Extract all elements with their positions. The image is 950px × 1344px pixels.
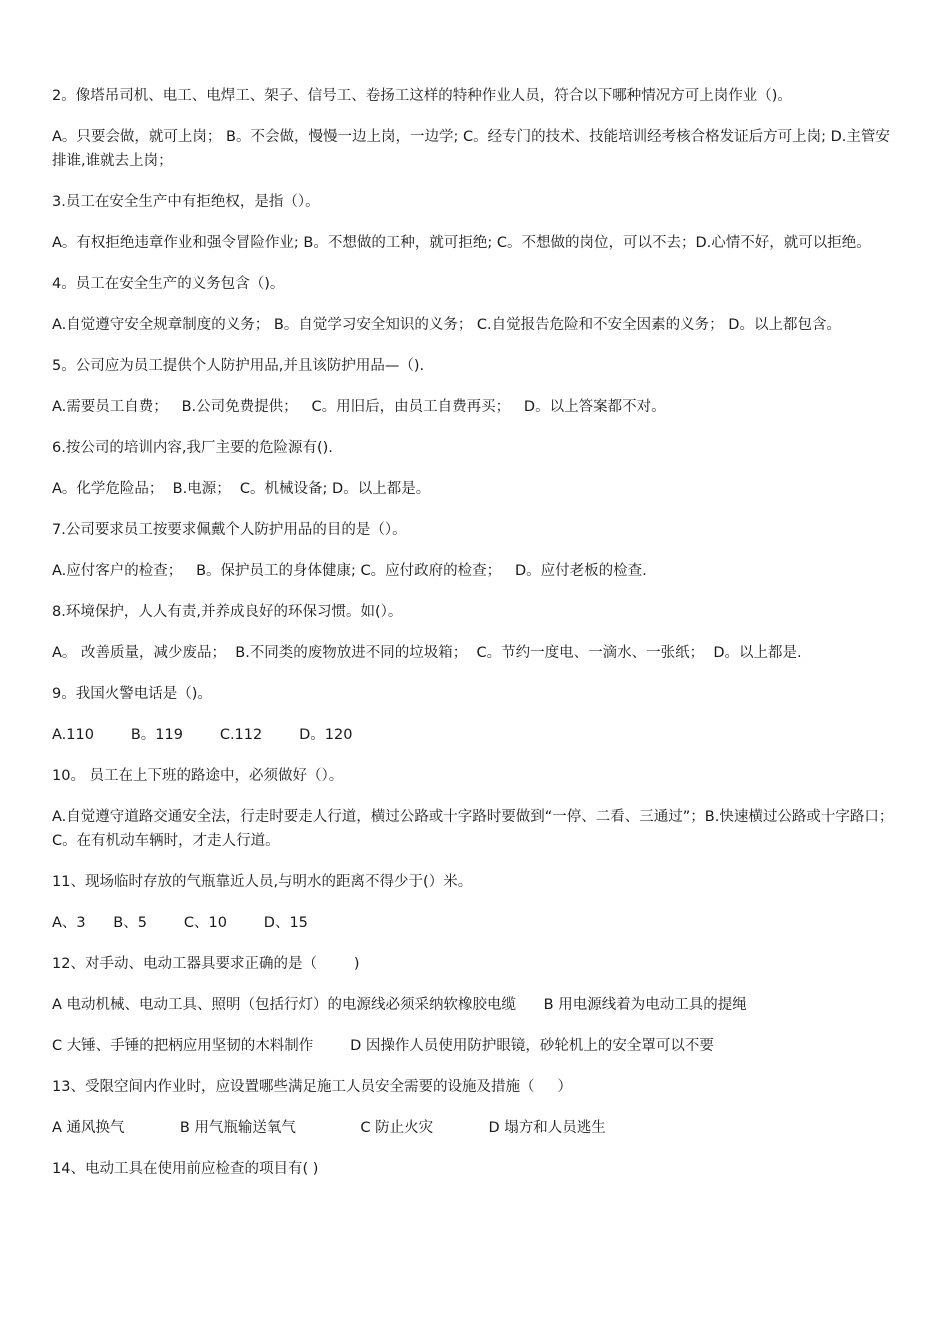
- question-3: 3.员工在安全生产中有拒绝权，是指（）。: [52, 194, 320, 210]
- question-11-options: A、3 B、5 C、10 D、15: [52, 915, 308, 931]
- question-8-options: A。 改善质量，减少废品； B.不同类的废物放进不同的垃圾箱； C。节约一度电、一滴水、一张纸； D。以上都是.: [52, 645, 802, 661]
- question-4: 4。员工在安全生产的义务包含（)。: [52, 276, 285, 292]
- question-10: 10。 员工在上下班的路途中，必须做好（）。: [52, 768, 344, 784]
- question-12: 12、对手动、电动工器具要求正确的是（ ): [52, 956, 360, 972]
- question-9: 9。我国火警电话是（)。: [52, 686, 212, 702]
- question-11: 11、现场临时存放的气瓶靠近人员,与明水的距离不得少于(）米。: [52, 874, 473, 890]
- question-6-options: A。化学危险品； B.电源； C。机械设备; D。以上都是。: [52, 481, 431, 497]
- document-page: [52, 84, 902, 1198]
- question-6: 6.按公司的培训内容,我厂主要的危险源有().: [52, 440, 333, 456]
- question-10-options: A.自觉遵守道路交通安全法，行走时要走人行道，横过公路或十字路时要做到“一停、二看、三通过”；B.快速横过公路或十字路口； C。在有机动车辆时，才走人行道。: [52, 809, 903, 849]
- question-8: 8.环境保护，人人有责,并养成良好的环保习惯。如(）。: [52, 604, 403, 620]
- question-13-options: A 通风换气 B 用气瓶输送氧气 C 防止火灾 D 塌方和人员逃生: [52, 1120, 606, 1136]
- question-2: 2。像塔吊司机、电工、电焊工、架子、信号工、卷扬工这样的特种作业人员，符合以下哪种情况方可上岗作业（)。: [52, 88, 792, 104]
- question-13: 13、受限空间内作业时，应设置哪些满足施工人员安全需要的设施及措施（ ）: [52, 1079, 572, 1095]
- question-5: 5。公司应为员工提供个人防护用品,并且该防护用品—（).: [52, 358, 425, 374]
- question-7: 7.公司要求员工按要求佩戴个人防护用品的目的是（）。: [52, 522, 407, 538]
- question-12-options-ab: A 电动机械、电动工具、照明（包括行灯）的电源线必须采纳软橡胶电缆 B 用电源线着为电动工具的提绳: [52, 997, 747, 1013]
- question-3-options: A。有权拒绝违章作业和强令冒险作业; B。不想做的工种，就可拒绝; C。不想做的岗位，可以不去；D.心情不好，就可以拒绝。: [52, 235, 871, 251]
- question-2-options: A。只要会做，就可上岗； B。不会做，慢慢一边上岗，一边学; C。经专门的技术、技能培训经考核合格发证后方可上岗; D.主管安排谁,谁就去上岗；: [52, 129, 890, 169]
- question-4-options: A.自觉遵守安全规章制度的义务； B。自觉学习安全知识的义务； C.自觉报告危险和不安全因素的义务； D。以上都包含。: [52, 317, 841, 333]
- question-14: 14、电动工具在使用前应检查的项目有( ): [52, 1161, 319, 1177]
- question-5-options: A.需要员工自费； B.公司免费提供； C。用旧后，由员工自费再买； D。以上答案都不对。: [52, 399, 666, 415]
- question-12-options-cd: C 大锤、手锤的把柄应用坚韧的木料制作 D 因操作人员使用防护眼镜，砂轮机上的安全罩可以不要: [52, 1038, 714, 1054]
- question-7-options: A.应付客户的检查； B。保护员工的身体健康; C。应付政府的检查； D。应付老板的检查.: [52, 563, 647, 579]
- question-9-options: A.110 B。119 C.112 D。120: [52, 727, 353, 743]
